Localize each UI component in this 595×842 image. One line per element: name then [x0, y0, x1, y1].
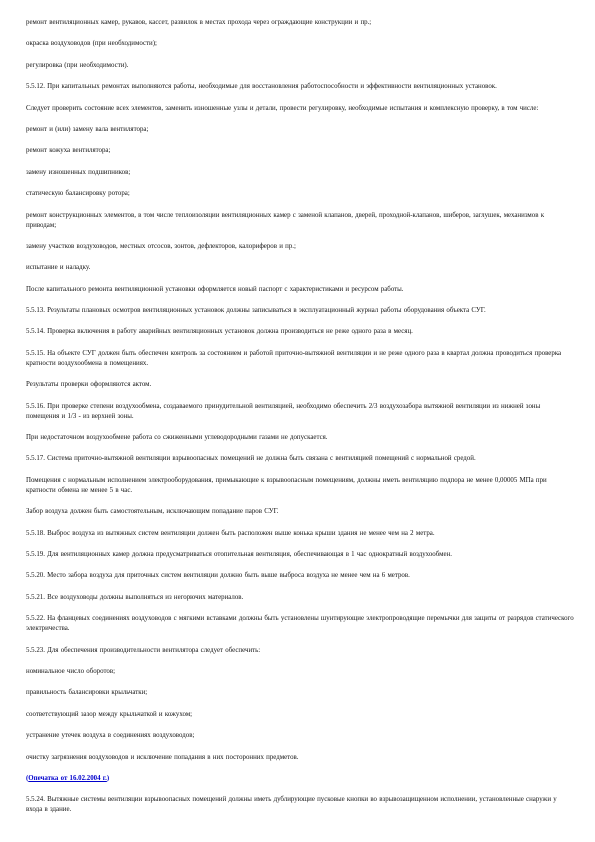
- paragraph: 5.5.17. Система приточно-вытяжной вентиляции взрывоопасных помещений не должна быть связана с вентиляцией помещений с нормальной средой.: [26, 455, 476, 463]
- paragraph: испытание и наладку.: [26, 264, 91, 272]
- paragraph: При недостаточном воздухообмене работа со сжиженными углеводородными газами не допускается.: [26, 434, 328, 442]
- document-body: [26, 18, 574, 815]
- paragraph: 5.5.13. Результаты плановых осмотров вентиляционных установок должны записываться в эксплуатационный журнал работы оборудования объекта СУГ.: [26, 307, 486, 315]
- paragraph: устранение утечек воздуха в соединениях воздуховодов;: [26, 732, 195, 740]
- paragraph: ремонт и (или) замену вала вентилятора;: [26, 125, 149, 133]
- paragraph: 5.5.23. Для обеспечения производительности вентилятора следует обеспечить:: [26, 646, 261, 654]
- paragraph: 5.5.18. Выброс воздуха из вытяжных систем вентиляции должен быть расположен выше конька крыши здания не менее чем на 2 метра.: [26, 529, 435, 537]
- paragraph: замену изношенных подшипников;: [26, 168, 131, 176]
- paragraph: Забор воздуха должен быть самостоятельным, исключающим попадание паров СУГ.: [26, 508, 279, 516]
- paragraph: Помещения с нормальным исполнением электрооборудования, примыкающие к взрывоопасным помещениям, должны иметь вентиляцию подпора не менее 0,00005 МПа при кратности обмена не менее 5 в час.: [26, 476, 547, 494]
- erratum-close-paren: ): [106, 774, 110, 782]
- paragraph: очистку загрязнения воздуховодов и исключение попадания в них посторонних предметов.: [26, 753, 299, 761]
- paragraph: 5.5.21. Все воздуховоды должны выполняться из негорючих материалов.: [26, 593, 244, 601]
- paragraph: 5.5.16. При проверке степени воздухообмена, создаваемого принудительной вентиляцией, необходимо обеспечить 2/3 воздухозабора вытяжной вентиляции из нижней зоны помещения и 1/3 - из верхней зоны.: [26, 402, 541, 420]
- paragraph-final: 5.5.24. Вытяжные системы вентиляции взрывоопасных помещений должны иметь дублирующие пусковые кнопки во взрывозащищенном исполнении, установленные снаружи у входа в здание.: [26, 796, 557, 814]
- paragraph: После капитального ремонта вентиляционной установки оформляется новый паспорт с характеристиками и ресурсом работы.: [26, 285, 404, 293]
- paragraph: ремонт конструкционных элементов, в том числе теплоизоляции вентиляционных камер с заменой клапанов, дверей, проходной-клапанов, шиберов, заглушек, механизмов к приводам;: [26, 211, 545, 229]
- paragraph: Результаты проверки оформляются актом.: [26, 381, 152, 389]
- paragraph: 5.5.12. При капитальных ремонтах выполняются работы, необходимые для восстановления работоспособности и эффективности вентиляционных установок.: [26, 83, 497, 91]
- paragraph: 5.5.22. На фланцевых соединениях воздуховодов с мягкими вставками должны быть установлены шунтирующие электропроводящие перемычки для защиты от разрядов статического электричества.: [26, 615, 574, 633]
- paragraph: номинальное число оборотов;: [26, 667, 115, 675]
- paragraph: 5.5.19. Для вентиляционных камер должна предусматриваться отопительная вентиляция, обеспечивающая в 1 час однократный воздухообмен.: [26, 550, 452, 558]
- erratum-open-paren: (: [26, 774, 29, 782]
- paragraph: правильность балансировки крыльчатки;: [26, 689, 148, 697]
- paragraph: 5.5.20. Место забора воздуха для приточных систем вентиляции должно быть выше выброса воздуха не менее чем на 6 метров.: [26, 572, 410, 580]
- paragraph: ремонт кожуха вентилятора;: [26, 147, 111, 155]
- erratum-link[interactable]: Опечатка от 16.02.2004 г.: [28, 774, 107, 782]
- paragraph: регулировка (при необходимости).: [26, 61, 129, 69]
- paragraph: 5.5.15. На объекте СУГ должен быть обеспечен контроль за состоянием и работой приточно-вытяжной вентиляции и не реже одного раза в квартал должна проводиться проверка кратности воздухообмена в помещениях.: [26, 349, 562, 367]
- paragraph: окраска воздуховодов (при необходимости);: [26, 40, 157, 48]
- paragraph: ремонт вентиляционных камер, рукавов, кассет, развилок в местах прохода через ограждающие конструкции и пр.;: [26, 19, 372, 26]
- paragraph: соответствующий зазор между крыльчаткой и кожухом;: [26, 710, 193, 718]
- paragraph: статическую балансировку ротора;: [26, 190, 130, 198]
- paragraph: Следует проверить состояние всех элементов, заменить изношенные узлы и детали, провести регулировку, необходимые испытания и комплексную проверку, в том числе:: [26, 104, 539, 112]
- erratum-note: [26, 774, 574, 784]
- paragraph: 5.5.14. Проверка включения в работу аварийных вентиляционных установок должна производиться не реже одного раза в месяц.: [26, 328, 413, 336]
- paragraph: замену участков воздуховодов, местных отсосов, зонтов, дефлекторов, калориферов и пр.;: [26, 242, 296, 250]
